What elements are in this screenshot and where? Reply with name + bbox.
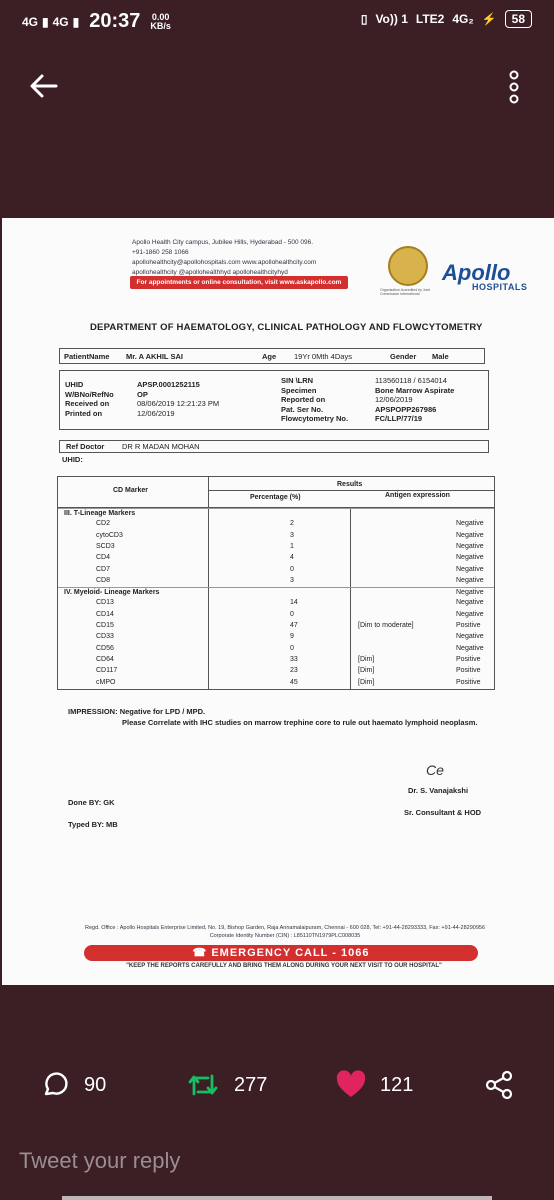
phone-icon: ☎ xyxy=(192,947,212,959)
table-row xyxy=(58,610,494,621)
expression-cell: Negative xyxy=(456,542,484,550)
refno-label: W/BNo/RefNo xyxy=(65,389,114,399)
pat-ser-label: Pat. Ser No. xyxy=(281,404,324,414)
reply-button[interactable] xyxy=(40,1070,106,1100)
expression-cell: Negative xyxy=(456,531,484,539)
emergency-banner xyxy=(84,945,478,961)
info-left-labels xyxy=(65,380,114,418)
table-row xyxy=(58,632,494,643)
percentage-cell: 0 xyxy=(290,610,294,618)
table-row xyxy=(58,598,494,609)
percentage-cell: 0 xyxy=(290,565,294,573)
cin-line: Corporate Identity Number (CIN) : L85110TN1979PLC008035 xyxy=(209,933,361,939)
specimen-label: Specimen xyxy=(281,385,317,395)
expression-cell: Negative xyxy=(456,589,484,597)
reply-input[interactable]: Tweet your reply xyxy=(19,1148,181,1173)
ref-doctor-value: DR R MADAN MOHAN xyxy=(122,442,200,451)
col-marker: CD Marker xyxy=(113,487,149,494)
marker-cell: cMPO xyxy=(96,678,116,686)
table-row xyxy=(58,655,494,666)
info-right-labels xyxy=(281,376,348,424)
percentage-cell: 47 xyxy=(290,622,298,629)
marker-cell: SCD3 xyxy=(96,542,115,550)
expression-cell: Positive xyxy=(456,622,481,629)
marker-cell: CD117 xyxy=(96,667,118,675)
reported-label: Reported on xyxy=(281,395,326,404)
signal-icon: ▮ xyxy=(72,14,80,29)
percentage-cell: 4 xyxy=(290,554,294,562)
table-row xyxy=(58,553,494,564)
expression-cell: Negative xyxy=(456,599,484,607)
status-right xyxy=(361,10,532,28)
apollo-logo xyxy=(442,244,527,292)
bottom-divider xyxy=(62,1196,492,1200)
info-left-values xyxy=(137,380,219,418)
percentage-cell: 3 xyxy=(290,576,294,584)
phone-line: +91-1860 258 1066 xyxy=(132,249,189,256)
appointment-banner: For appointments or online consultation, visit www.askapollo.com xyxy=(130,276,348,289)
like-button[interactable] xyxy=(336,1070,413,1100)
expression-cell: Negative xyxy=(456,520,484,528)
table-row xyxy=(58,678,494,689)
status-bar xyxy=(0,0,554,44)
logo-text: Apollo xyxy=(442,260,511,285)
network-type-2: 4G xyxy=(52,14,69,29)
uhid-label: UHID xyxy=(65,380,84,389)
regd-office-line: Regd. Office : Apollo Hospitals Enterprise Limited, No. 19, Bishop Garden, Raja Annamalaipuram, Chennai - 600 028, Tel: +91-44-28293333, Fax: +91-44-28290956 xyxy=(84,925,486,931)
table-row xyxy=(58,519,494,530)
percentage-cell: 9 xyxy=(290,633,294,641)
share-button[interactable] xyxy=(484,1070,514,1100)
percentage-cell: 0 xyxy=(290,644,294,652)
reported-value: 12/06/2019 xyxy=(375,395,413,404)
gender-value: Male xyxy=(432,352,449,361)
ref-doctor-label: Ref Doctor xyxy=(66,442,105,451)
social-line: apollohealthcity @apollohealthhyd apollohealthcityhyd xyxy=(132,269,288,276)
info-right-values xyxy=(375,376,454,424)
uhid-footer-label: UHID: xyxy=(62,455,83,464)
col-antigen: Antigen expression xyxy=(385,492,450,499)
signal-icon: ▮ xyxy=(42,14,49,29)
marker-cell: CD15 xyxy=(96,622,114,629)
table-row xyxy=(58,621,494,632)
expression-cell: Negative xyxy=(456,576,484,584)
percentage-cell: 23 xyxy=(290,667,298,675)
doctor-name: Dr. S. Vanajakshi xyxy=(408,786,469,795)
marker-cell: CD56 xyxy=(96,644,114,652)
uhid-value: APSP.0001252115 xyxy=(137,380,200,389)
table-header xyxy=(58,477,494,508)
col-percentage: Percentage (%) xyxy=(250,494,301,501)
lte-label: LTE2 xyxy=(415,12,445,26)
hospital-contacts xyxy=(132,238,316,278)
flowcytometry-value: FC/LLP/77/19 xyxy=(375,414,423,423)
seal-caption: Organisation Accredited by Joint Commission International xyxy=(380,288,431,296)
received-label: Received on xyxy=(65,399,110,408)
volte-label: Vo)) 1 xyxy=(375,12,408,26)
marker-cell: CD4 xyxy=(96,554,111,562)
table-row xyxy=(58,644,494,655)
vibrate-icon: ▯ xyxy=(360,12,368,26)
charging-icon: ⚡ xyxy=(481,12,497,26)
table-row xyxy=(58,531,494,542)
note-cell: [Dim] xyxy=(358,667,375,675)
table-row xyxy=(58,666,494,677)
expression-cell: Negative xyxy=(456,633,484,641)
patient-row xyxy=(59,348,485,364)
speed-unit: KB/s xyxy=(150,20,171,31)
age-value: 19Yr 0Mth 4Days xyxy=(294,352,352,361)
accreditation-seal-icon xyxy=(388,246,428,286)
group-row xyxy=(58,508,494,520)
department-title: DEPARTMENT OF HAEMATOLOGY, CLINICAL PATHOLOGY AND FLOWCYTOMETRY xyxy=(90,322,483,333)
like-count: 121 xyxy=(380,1073,414,1096)
retweet-count: 277 xyxy=(234,1073,268,1096)
expression-cell: Negative xyxy=(456,565,484,573)
regd-office xyxy=(40,924,530,940)
col-results: Results xyxy=(337,481,363,488)
marker-cell: CD64 xyxy=(96,655,114,663)
emergency-text: EMERGENCY CALL - 1066 xyxy=(211,947,370,959)
ref-doctor-row xyxy=(59,440,489,453)
table-row xyxy=(58,565,494,576)
heart-icon xyxy=(336,1070,366,1100)
back-arrow-icon[interactable] xyxy=(28,70,60,102)
marker-cell: CD14 xyxy=(96,610,114,618)
percentage-cell: 14 xyxy=(290,599,298,607)
impression-label: IMPRESSION: xyxy=(68,707,118,716)
printed-value: 12/06/2019 xyxy=(137,408,175,418)
refno-value: OP xyxy=(137,389,148,399)
expression-cell: Negative xyxy=(456,554,484,562)
battery-level: 58 xyxy=(505,10,532,28)
address-line: Apollo Health City campus, Jubilee Hills, Hyderabad - 500 096. xyxy=(132,239,314,246)
logo-subtext: HOSPITALS xyxy=(472,282,528,292)
table-row xyxy=(58,576,494,587)
share-icon xyxy=(484,1070,514,1100)
typed-by: Typed BY: MB xyxy=(68,820,118,829)
keep-note: "KEEP THE REPORTS CAREFULLY AND BRING THEM ALONG DURING YOUR NEXT VISIT TO OUR HOSPITAL" xyxy=(126,963,442,969)
marker-cell: cytoCD3 xyxy=(96,531,123,539)
marker-cell: CD2 xyxy=(96,520,111,528)
impression-block xyxy=(68,706,488,728)
retweet-button[interactable] xyxy=(186,1070,267,1100)
marker-cell: IV. Myeloid- Lineage Markers xyxy=(64,589,160,597)
email-line: apollohealthcity@apollohospitals.com www.apollohealthcity.com xyxy=(132,259,317,266)
note-cell: [Dim to moderate] xyxy=(358,622,414,629)
reply-count: 90 xyxy=(84,1073,107,1096)
expression-cell: Negative xyxy=(456,610,484,618)
percentage-cell: 2 xyxy=(290,520,294,528)
network-type-3: 4G₂ xyxy=(452,12,474,26)
clock: 20:37 xyxy=(89,10,141,32)
percentage-cell: 1 xyxy=(290,542,294,550)
speed-value: 0.00 xyxy=(151,11,170,22)
marker-cell: III. T-Lineage Markers xyxy=(64,510,136,517)
group-row xyxy=(58,587,494,599)
percentage-cell: 45 xyxy=(290,678,298,686)
received-value: 08/06/2019 12:21:23 PM xyxy=(137,399,220,408)
printed-label: Printed on xyxy=(65,408,103,418)
signature-mark: Ce xyxy=(426,762,444,778)
specimen-value: Bone Marrow Aspirate xyxy=(375,385,455,395)
more-options-icon[interactable] xyxy=(505,70,523,104)
marker-cell: CD7 xyxy=(96,565,111,573)
impression-line2: Please Correlate with IHC studies on marrow trephine core to rule out haemato lymphoid neoplasm. xyxy=(122,718,478,727)
marker-cell: CD8 xyxy=(96,576,111,584)
expression-cell: Positive xyxy=(456,655,481,663)
gender-label: Gender xyxy=(390,352,417,361)
doctor-title: Sr. Consultant & HOD xyxy=(404,808,482,817)
impression-line1: Negative for LPD / MPD. xyxy=(119,707,206,716)
note-cell: [Dim] xyxy=(358,655,375,663)
comment-icon xyxy=(40,1070,70,1100)
sin-label: SIN \LRN xyxy=(281,376,314,385)
network-type-1: 4G xyxy=(22,14,39,29)
network-speed xyxy=(150,13,171,31)
expression-cell: Negative xyxy=(456,644,484,652)
sin-value: 113560118 / 6154014 xyxy=(375,376,447,385)
flowcytometry-label: Flowcytometry No. xyxy=(281,414,349,423)
table-row xyxy=(58,542,494,553)
retweet-icon xyxy=(186,1070,220,1100)
marker-cell: CD13 xyxy=(96,599,114,607)
patient-name-label: PatientName xyxy=(64,352,110,361)
expression-cell: Positive xyxy=(456,678,481,686)
pat-ser-value: APSPOPP267986 xyxy=(375,404,437,414)
expression-cell: Positive xyxy=(456,667,481,675)
age-label: Age xyxy=(262,352,277,361)
note-cell: [Dim] xyxy=(358,678,375,686)
tweet-actions xyxy=(0,1070,554,1110)
percentage-cell: 33 xyxy=(290,655,298,663)
cd-marker-table xyxy=(57,476,495,690)
marker-cell: CD33 xyxy=(96,633,114,641)
done-by: Done BY: GK xyxy=(68,798,115,807)
status-left xyxy=(22,10,171,33)
percentage-cell: 3 xyxy=(290,531,294,539)
patient-name-value: Mr. A AKHIL SAI xyxy=(126,352,183,361)
report-image[interactable] xyxy=(2,218,554,985)
